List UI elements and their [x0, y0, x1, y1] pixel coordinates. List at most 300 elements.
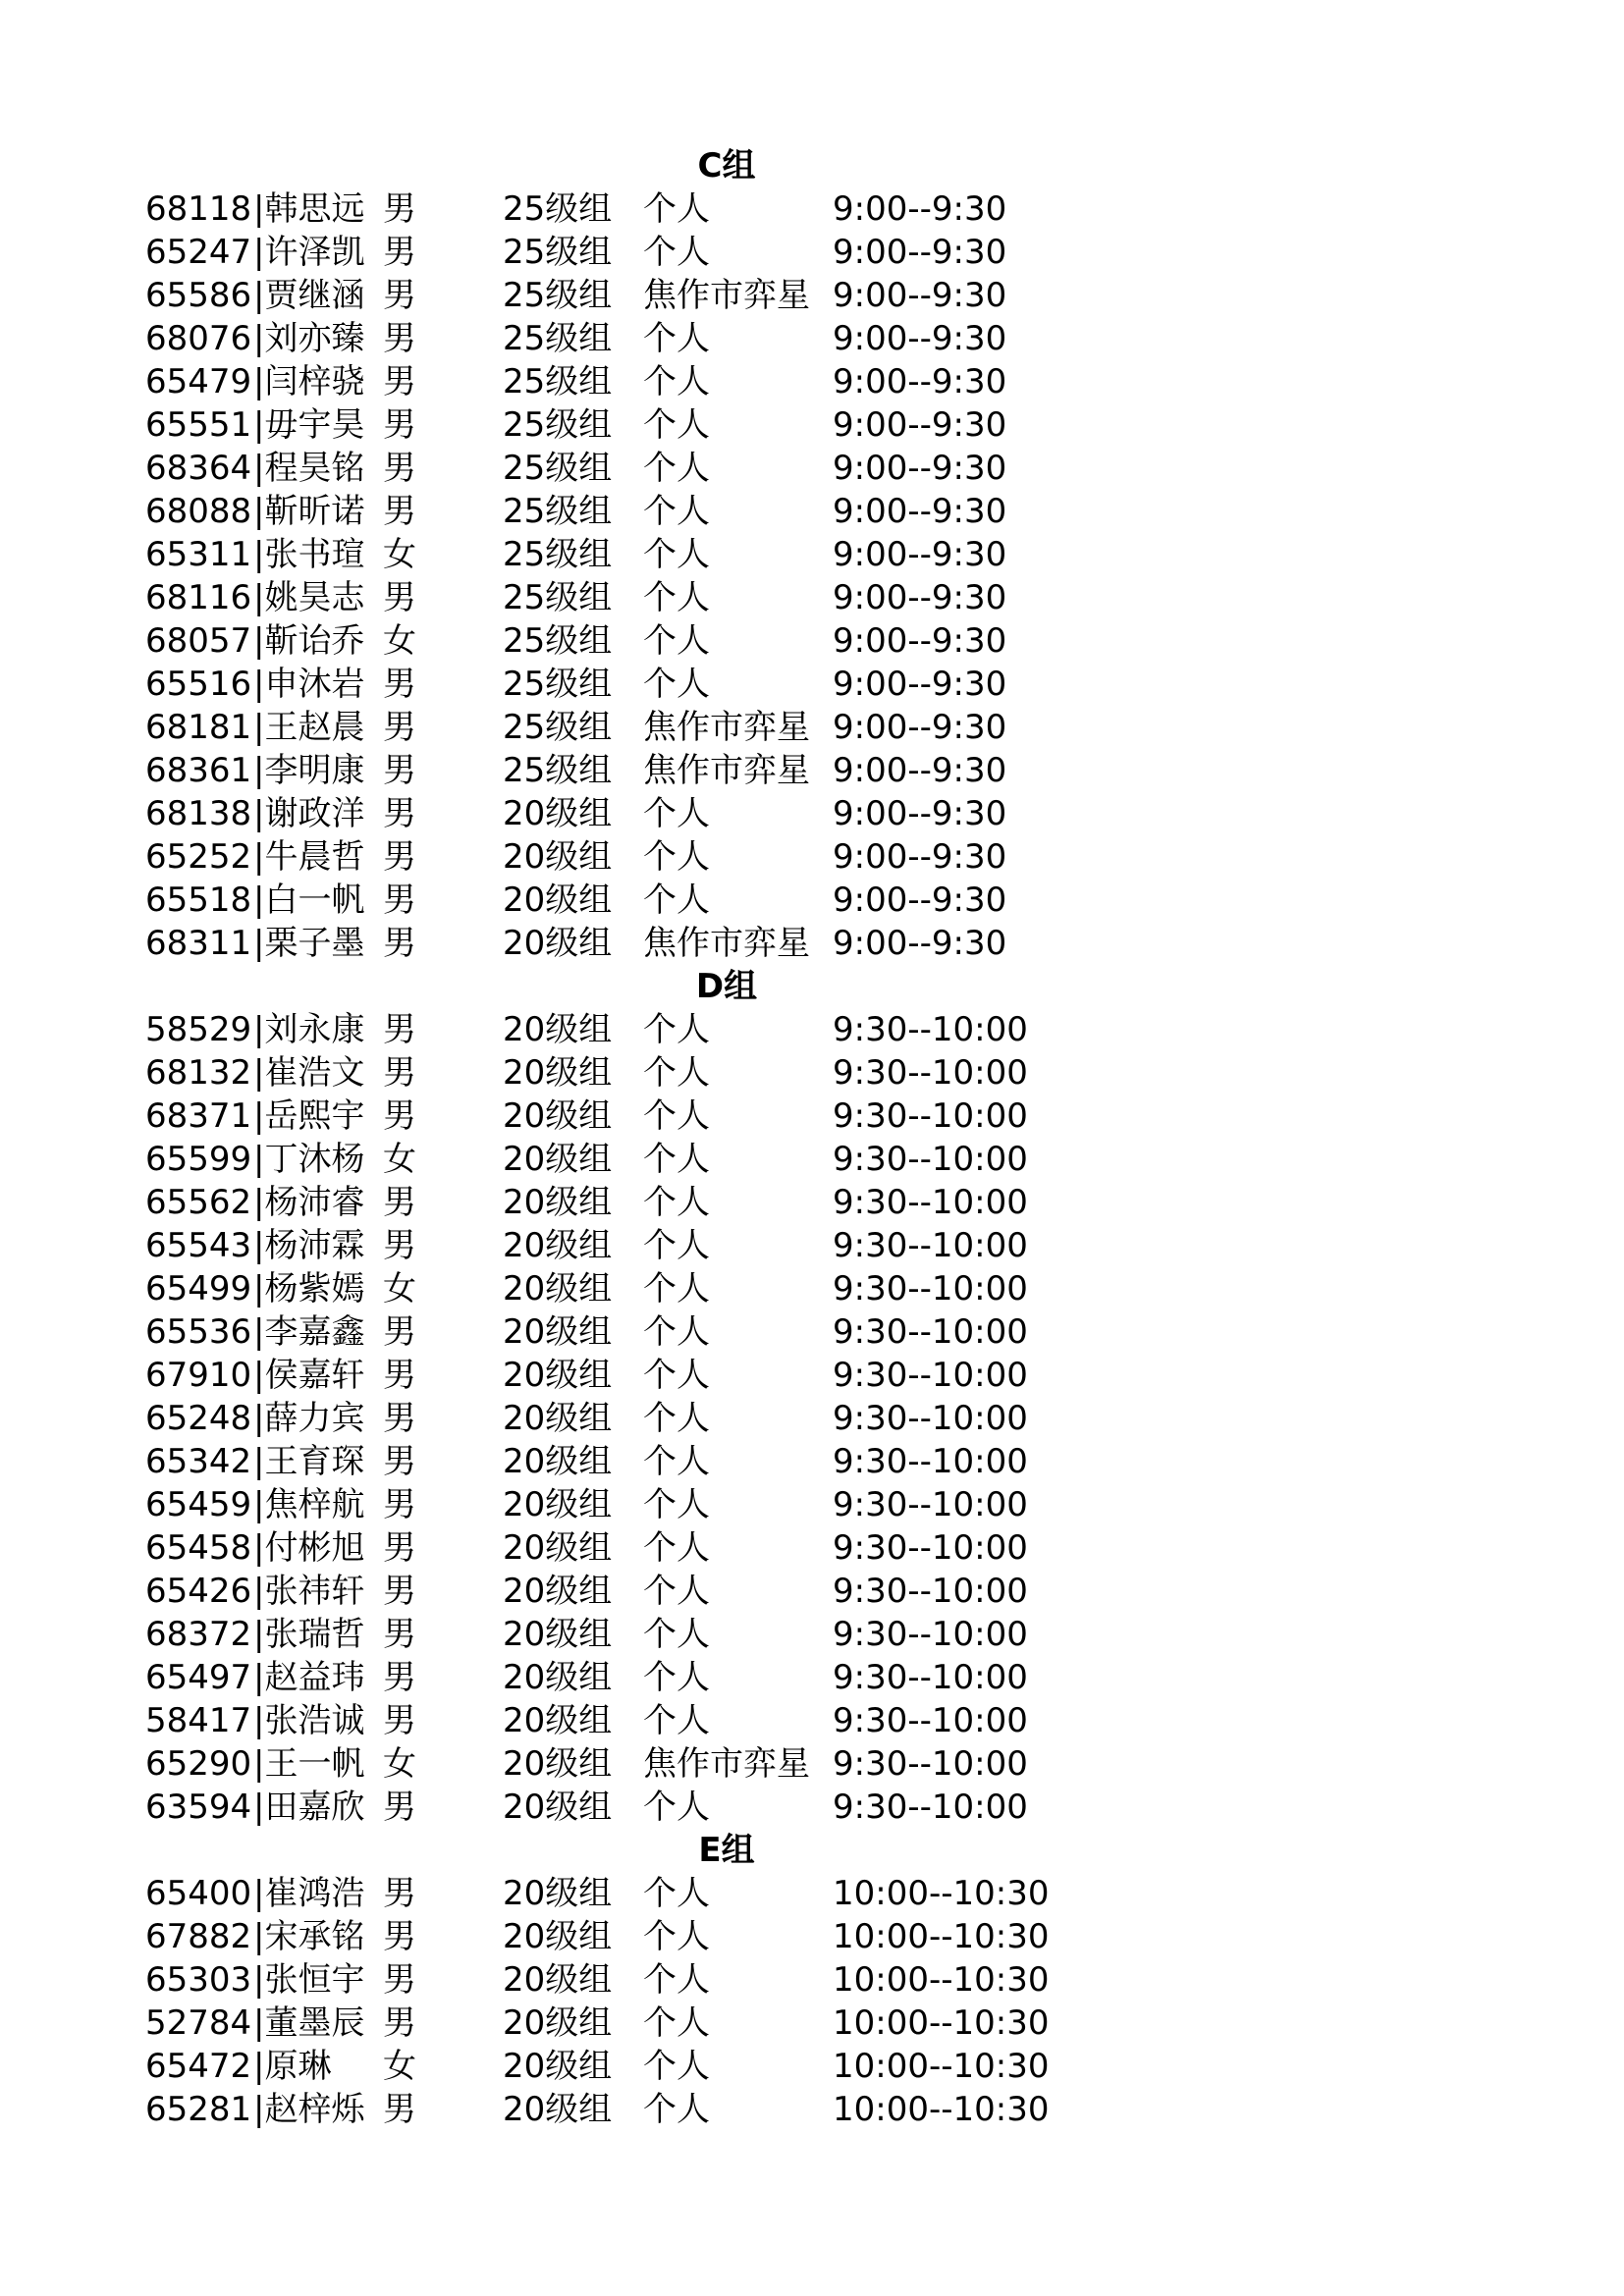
player-id: 65252	[145, 837, 252, 877]
player-club: 个人	[643, 1701, 710, 1740]
time-slot: 9:00--9:30	[833, 708, 1007, 747]
player-name: |薛力宾	[253, 1399, 365, 1438]
player-club: 个人	[643, 1658, 710, 1697]
player-sex: 男	[383, 1615, 416, 1654]
table-row	[0, 749, 1624, 792]
table-row	[0, 1742, 1624, 1786]
group-title: D组	[695, 967, 758, 1006]
player-club: 焦作市弈星	[643, 751, 810, 790]
player-name: |赵梓烁	[253, 2090, 365, 2129]
player-sex: 男	[383, 449, 416, 488]
player-club: 个人	[643, 621, 710, 661]
player-id: 65497	[145, 1658, 252, 1697]
table-row	[0, 1310, 1624, 1354]
table-row	[0, 835, 1624, 879]
player-club: 个人	[643, 1140, 710, 1179]
table-row	[0, 490, 1624, 533]
player-sex: 男	[383, 1874, 416, 1913]
time-slot: 9:00--9:30	[833, 449, 1007, 488]
table-row	[0, 1872, 1624, 1915]
time-slot: 9:30--10:00	[833, 1701, 1028, 1740]
player-level: 25级组	[503, 319, 613, 358]
time-slot: 9:00--9:30	[833, 665, 1007, 704]
time-slot: 9:30--10:00	[833, 1572, 1028, 1611]
player-sex: 男	[383, 1226, 416, 1265]
player-name: |张祎轩	[253, 1572, 365, 1611]
table-row	[0, 1397, 1624, 1440]
player-sex: 男	[383, 1399, 416, 1438]
player-id: 68116	[145, 578, 252, 617]
player-level: 25级组	[503, 578, 613, 617]
time-slot: 9:00--9:30	[833, 837, 1007, 877]
player-name: |栗子墨	[253, 924, 365, 963]
table-row	[0, 317, 1624, 360]
player-level: 20级组	[503, 1096, 613, 1136]
player-level: 25级组	[503, 276, 613, 315]
time-slot: 9:00--9:30	[833, 578, 1007, 617]
player-level: 25级组	[503, 708, 613, 747]
player-name: |靳昕诺	[253, 492, 365, 531]
player-sex: 男	[383, 751, 416, 790]
player-name: |韩思远	[253, 189, 365, 229]
player-id: 65599	[145, 1140, 252, 1179]
player-sex: 男	[383, 1312, 416, 1352]
player-id: 65426	[145, 1572, 252, 1611]
player-level: 20级组	[503, 881, 613, 920]
player-level: 20级组	[503, 1442, 613, 1481]
time-slot: 9:30--10:00	[833, 1744, 1028, 1784]
player-level: 20级组	[503, 1010, 613, 1049]
player-name: |刘永康	[253, 1010, 365, 1049]
player-club: 个人	[643, 1442, 710, 1481]
player-id: 68057	[145, 621, 252, 661]
player-name: |崔浩文	[253, 1053, 365, 1093]
table-row	[0, 1440, 1624, 1483]
table-row	[0, 1095, 1624, 1138]
player-club: 个人	[643, 492, 710, 531]
player-name: |李明康	[253, 751, 365, 790]
player-club: 个人	[643, 794, 710, 833]
table-row	[0, 1224, 1624, 1267]
player-id: 65311	[145, 535, 252, 574]
player-id: 68372	[145, 1615, 252, 1654]
player-club: 个人	[643, 189, 710, 229]
player-club: 个人	[643, 449, 710, 488]
player-id: 65516	[145, 665, 252, 704]
table-row	[0, 1786, 1624, 1829]
player-level: 20级组	[503, 837, 613, 877]
player-name: |付彬旭	[253, 1528, 365, 1568]
player-id: 65248	[145, 1399, 252, 1438]
table-row	[0, 1526, 1624, 1570]
player-level: 25级组	[503, 492, 613, 531]
table-row	[0, 879, 1624, 922]
time-slot: 9:30--10:00	[833, 1183, 1028, 1222]
time-slot: 10:00--10:30	[833, 1960, 1050, 2000]
player-sex: 男	[383, 1096, 416, 1136]
player-id: 67882	[145, 1917, 252, 1956]
player-level: 25级组	[503, 751, 613, 790]
player-level: 20级组	[503, 1874, 613, 1913]
player-sex: 男	[383, 837, 416, 877]
player-club: 个人	[643, 1788, 710, 1827]
player-name: |田嘉欣	[253, 1788, 365, 1827]
time-slot: 10:00--10:30	[833, 2047, 1050, 2086]
player-id: 65499	[145, 1269, 252, 1308]
player-id: 52784	[145, 2003, 252, 2043]
player-name: |焦梓航	[253, 1485, 365, 1524]
time-slot: 9:00--9:30	[833, 794, 1007, 833]
table-row	[0, 1613, 1624, 1656]
player-name: |贾继涵	[253, 276, 365, 315]
player-level: 20级组	[503, 1788, 613, 1827]
player-level: 25级组	[503, 405, 613, 445]
player-sex: 男	[383, 1010, 416, 1049]
group-title: E组	[698, 1831, 755, 1870]
player-sex: 女	[383, 535, 416, 574]
player-level: 20级组	[503, 1399, 613, 1438]
player-sex: 男	[383, 233, 416, 272]
player-sex: 女	[383, 1744, 416, 1784]
player-id: 68088	[145, 492, 252, 531]
player-name: |许泽凯	[253, 233, 365, 272]
player-name: |张恒宇	[253, 1960, 365, 2000]
time-slot: 9:00--9:30	[833, 621, 1007, 661]
player-sex: 男	[383, 924, 416, 963]
table-row	[0, 1570, 1624, 1613]
player-id: 68371	[145, 1096, 252, 1136]
time-slot: 9:30--10:00	[833, 1399, 1028, 1438]
time-slot: 9:00--9:30	[833, 881, 1007, 920]
player-level: 25级组	[503, 362, 613, 401]
player-club: 个人	[643, 1053, 710, 1093]
player-sex: 男	[383, 578, 416, 617]
time-slot: 9:30--10:00	[833, 1615, 1028, 1654]
time-slot: 9:00--9:30	[833, 535, 1007, 574]
player-name: |白一帆	[253, 881, 365, 920]
player-level: 20级组	[503, 2047, 613, 2086]
player-level: 20级组	[503, 1269, 613, 1308]
player-sex: 男	[383, 1701, 416, 1740]
player-name: |闫梓骁	[253, 362, 365, 401]
player-club: 个人	[643, 1917, 710, 1956]
player-sex: 女	[383, 1140, 416, 1179]
player-level: 25级组	[503, 189, 613, 229]
player-club: 焦作市弈星	[643, 276, 810, 315]
table-row	[0, 663, 1624, 706]
player-id: 68311	[145, 924, 252, 963]
player-club: 焦作市弈星	[643, 708, 810, 747]
player-sex: 男	[383, 1183, 416, 1222]
player-club: 个人	[643, 233, 710, 272]
table-row	[0, 2045, 1624, 2088]
time-slot: 9:30--10:00	[833, 1528, 1028, 1568]
player-sex: 男	[383, 1053, 416, 1093]
time-slot: 9:00--9:30	[833, 405, 1007, 445]
player-sex: 男	[383, 1572, 416, 1611]
player-sex: 女	[383, 2047, 416, 2086]
player-id: 65518	[145, 881, 252, 920]
time-slot: 10:00--10:30	[833, 1874, 1050, 1913]
player-club: 个人	[643, 837, 710, 877]
player-name: |侯嘉轩	[253, 1356, 365, 1395]
time-slot: 9:30--10:00	[833, 1140, 1028, 1179]
table-row	[0, 447, 1624, 490]
player-id: 58529	[145, 1010, 252, 1049]
table-row	[0, 1483, 1624, 1526]
time-slot: 9:00--9:30	[833, 362, 1007, 401]
time-slot: 10:00--10:30	[833, 2090, 1050, 2129]
table-row	[0, 2088, 1624, 2131]
player-level: 20级组	[503, 1701, 613, 1740]
player-level: 20级组	[503, 1615, 613, 1654]
player-name: |杨紫嫣	[253, 1269, 365, 1308]
table-row	[0, 1008, 1624, 1051]
player-club: 个人	[643, 881, 710, 920]
player-name: |杨沛睿	[253, 1183, 365, 1222]
table-row	[0, 533, 1624, 576]
player-id: 65479	[145, 362, 252, 401]
player-level: 20级组	[503, 1485, 613, 1524]
player-level: 20级组	[503, 1183, 613, 1222]
player-id: 68364	[145, 449, 252, 488]
player-sex: 男	[383, 362, 416, 401]
player-club: 个人	[643, 535, 710, 574]
player-level: 20级组	[503, 2003, 613, 2043]
player-sex: 男	[383, 881, 416, 920]
player-name: |董墨辰	[253, 2003, 365, 2043]
player-club: 个人	[643, 1269, 710, 1308]
player-level: 20级组	[503, 1960, 613, 2000]
player-name: |李嘉鑫	[253, 1312, 365, 1352]
group-title: C组	[697, 146, 756, 186]
player-id: 68181	[145, 708, 252, 747]
time-slot: 9:30--10:00	[833, 1442, 1028, 1481]
player-name: |靳诒乔	[253, 621, 365, 661]
player-level: 25级组	[503, 449, 613, 488]
table-row	[0, 576, 1624, 619]
player-id: 65303	[145, 1960, 252, 2000]
table-row	[0, 1354, 1624, 1397]
player-level: 20级组	[503, 1528, 613, 1568]
player-sex: 男	[383, 794, 416, 833]
player-sex: 男	[383, 319, 416, 358]
time-slot: 9:30--10:00	[833, 1269, 1028, 1308]
time-slot: 9:00--9:30	[833, 319, 1007, 358]
table-row	[0, 706, 1624, 749]
player-sex: 男	[383, 276, 416, 315]
player-level: 20级组	[503, 1917, 613, 1956]
time-slot: 9:30--10:00	[833, 1226, 1028, 1265]
player-club: 个人	[643, 1096, 710, 1136]
player-level: 20级组	[503, 1226, 613, 1265]
player-club: 个人	[643, 1356, 710, 1395]
table-row	[0, 1656, 1624, 1699]
player-id: 68138	[145, 794, 252, 833]
player-sex: 男	[383, 1658, 416, 1697]
table-row	[0, 274, 1624, 317]
table-row	[0, 187, 1624, 231]
time-slot: 10:00--10:30	[833, 2003, 1050, 2043]
player-name: |岳熙宇	[253, 1096, 365, 1136]
player-name: |王一帆	[253, 1744, 365, 1784]
table-row	[0, 2002, 1624, 2045]
player-name: |赵益玮	[253, 1658, 365, 1697]
player-club: 个人	[643, 1183, 710, 1222]
player-name: |杨沛霖	[253, 1226, 365, 1265]
player-id: 68076	[145, 319, 252, 358]
player-name: |姚昊志	[253, 578, 365, 617]
player-name: |程昊铭	[253, 449, 365, 488]
player-club: 个人	[643, 665, 710, 704]
player-sex: 男	[383, 492, 416, 531]
table-row	[0, 1915, 1624, 1958]
table-row	[0, 231, 1624, 274]
time-slot: 9:00--9:30	[833, 233, 1007, 272]
player-id: 65281	[145, 2090, 252, 2129]
player-club: 个人	[643, 405, 710, 445]
player-name: |谢政洋	[253, 794, 365, 833]
table-row	[0, 1699, 1624, 1742]
player-club: 个人	[643, 1399, 710, 1438]
player-club: 个人	[643, 1312, 710, 1352]
player-level: 20级组	[503, 1312, 613, 1352]
player-club: 个人	[643, 1960, 710, 2000]
player-name: |张瑞哲	[253, 1615, 365, 1654]
player-id: 65472	[145, 2047, 252, 2086]
player-club: 个人	[643, 2003, 710, 2043]
player-club: 个人	[643, 1010, 710, 1049]
player-sex: 男	[383, 405, 416, 445]
table-row	[0, 1051, 1624, 1095]
player-level: 25级组	[503, 535, 613, 574]
player-level: 20级组	[503, 924, 613, 963]
player-name: |王育琛	[253, 1442, 365, 1481]
player-club: 个人	[643, 1572, 710, 1611]
player-name: |毋宇昊	[253, 405, 365, 445]
player-club: 个人	[643, 578, 710, 617]
player-id: 67910	[145, 1356, 252, 1395]
player-level: 25级组	[503, 621, 613, 661]
player-level: 20级组	[503, 1356, 613, 1395]
player-id: 65459	[145, 1485, 252, 1524]
player-name: |王赵晨	[253, 708, 365, 747]
player-sex: 女	[383, 1269, 416, 1308]
player-id: 65290	[145, 1744, 252, 1784]
player-name: |张浩诚	[253, 1701, 365, 1740]
player-level: 20级组	[503, 1744, 613, 1784]
player-level: 20级组	[503, 1140, 613, 1179]
player-name: |宋承铭	[253, 1917, 365, 1956]
table-row	[0, 792, 1624, 835]
player-club: 个人	[643, 1528, 710, 1568]
player-id: 65536	[145, 1312, 252, 1352]
player-level: 20级组	[503, 1572, 613, 1611]
table-row	[0, 922, 1624, 965]
player-name: |丁沐杨	[253, 1140, 365, 1179]
player-id: 65562	[145, 1183, 252, 1222]
player-club: 焦作市弈星	[643, 1744, 810, 1784]
player-level: 20级组	[503, 1053, 613, 1093]
player-id: 58417	[145, 1701, 252, 1740]
player-id: 65342	[145, 1442, 252, 1481]
player-sex: 男	[383, 1788, 416, 1827]
time-slot: 9:00--9:30	[833, 751, 1007, 790]
table-row	[0, 360, 1624, 403]
time-slot: 9:00--9:30	[833, 924, 1007, 963]
player-club: 个人	[643, 2047, 710, 2086]
time-slot: 9:30--10:00	[833, 1356, 1028, 1395]
player-sex: 男	[383, 708, 416, 747]
player-sex: 男	[383, 1442, 416, 1481]
player-id: 63594	[145, 1788, 252, 1827]
time-slot: 9:00--9:30	[833, 189, 1007, 229]
player-name: |张书瑄	[253, 535, 365, 574]
time-slot: 10:00--10:30	[833, 1917, 1050, 1956]
schedule-sheet	[0, 144, 1624, 2131]
table-row	[0, 1958, 1624, 2002]
time-slot: 9:30--10:00	[833, 1658, 1028, 1697]
player-sex: 男	[383, 1485, 416, 1524]
table-row	[0, 1181, 1624, 1224]
player-club: 焦作市弈星	[643, 924, 810, 963]
player-level: 20级组	[503, 794, 613, 833]
time-slot: 9:00--9:30	[833, 276, 1007, 315]
player-id: 65458	[145, 1528, 252, 1568]
player-sex: 男	[383, 189, 416, 229]
time-slot: 9:30--10:00	[833, 1053, 1028, 1093]
player-club: 个人	[643, 1226, 710, 1265]
player-id: 65543	[145, 1226, 252, 1265]
player-name: |刘亦臻	[253, 319, 365, 358]
player-club: 个人	[643, 1485, 710, 1524]
player-name: |牛晨哲	[253, 837, 365, 877]
player-sex: 男	[383, 2003, 416, 2043]
time-slot: 9:00--9:30	[833, 492, 1007, 531]
player-sex: 男	[383, 665, 416, 704]
player-sex: 男	[383, 1917, 416, 1956]
player-club: 个人	[643, 1874, 710, 1913]
player-id: 68132	[145, 1053, 252, 1093]
time-slot: 9:30--10:00	[833, 1485, 1028, 1524]
player-club: 个人	[643, 319, 710, 358]
player-id: 68361	[145, 751, 252, 790]
table-row	[0, 403, 1624, 447]
player-id: 65400	[145, 1874, 252, 1913]
player-club: 个人	[643, 1615, 710, 1654]
table-row	[0, 619, 1624, 663]
player-sex: 男	[383, 1356, 416, 1395]
player-sex: 女	[383, 621, 416, 661]
table-row	[0, 1267, 1624, 1310]
table-row	[0, 1138, 1624, 1181]
player-name: |原琳	[253, 2047, 332, 2086]
time-slot: 9:30--10:00	[833, 1788, 1028, 1827]
player-id: 65586	[145, 276, 252, 315]
player-name: |崔鸿浩	[253, 1874, 365, 1913]
player-id: 65247	[145, 233, 252, 272]
time-slot: 9:30--10:00	[833, 1010, 1028, 1049]
player-sex: 男	[383, 1528, 416, 1568]
player-club: 个人	[643, 362, 710, 401]
player-id: 68118	[145, 189, 252, 229]
player-sex: 男	[383, 1960, 416, 2000]
player-level: 20级组	[503, 1658, 613, 1697]
time-slot: 9:30--10:00	[833, 1096, 1028, 1136]
player-id: 65551	[145, 405, 252, 445]
time-slot: 9:30--10:00	[833, 1312, 1028, 1352]
player-sex: 男	[383, 2090, 416, 2129]
